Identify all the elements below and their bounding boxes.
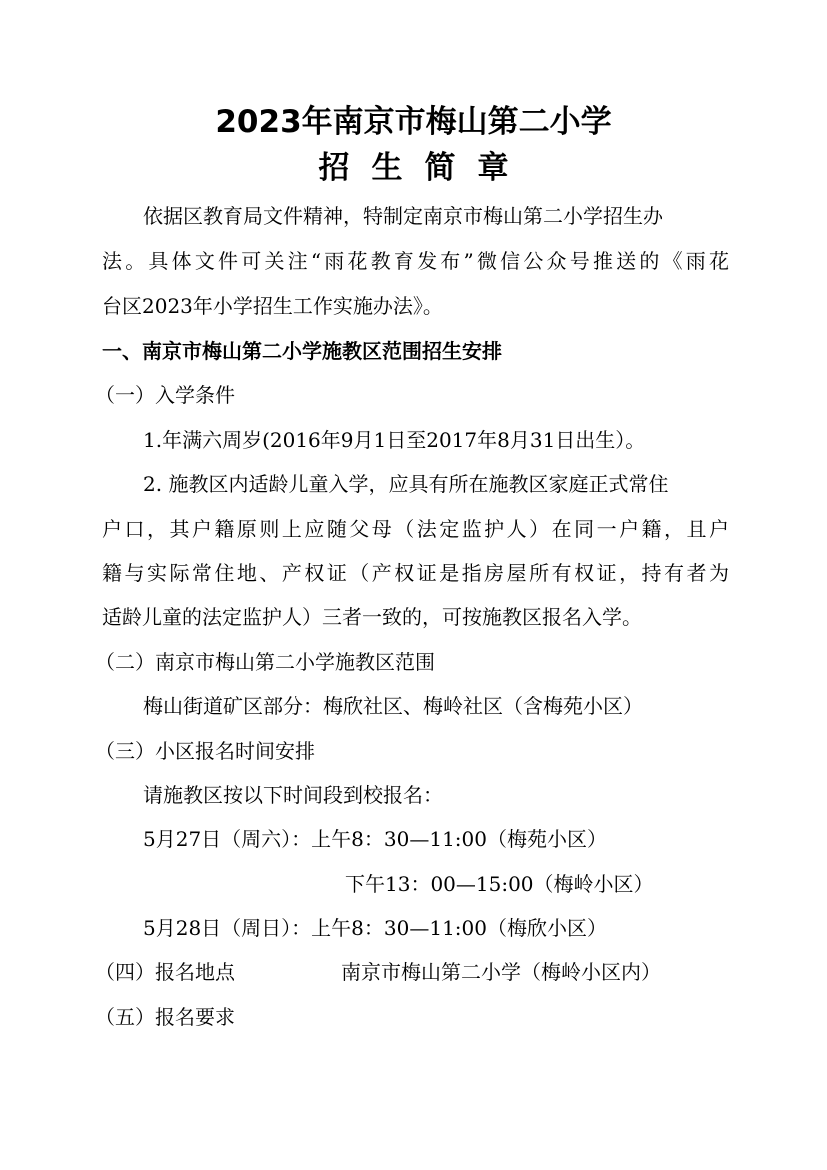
intro-line-3: 台区2023年小学招生工作实施办法》。 (102, 294, 443, 318)
registration-place: 南京市梅山第二小学（梅岭小区内） (341, 960, 661, 984)
section-1-heading: 一、南京市梅山第二小学施教区范围招生安排 (102, 339, 502, 363)
subsection-5-heading: （五）报名要求 (95, 1005, 235, 1029)
condition-item-2-line-4: 适龄儿童的法定监护人）三者一致的，可按施教区报名入学。 (102, 605, 642, 629)
subsection-2-heading: （二）南京市梅山第二小学施教区范围 (95, 650, 435, 674)
schedule-slot-3: 5月28日（周日）：上午8：30—11:00（梅欣小区） (143, 916, 607, 940)
intro-line-1: 依据区教育局文件精神，特制定南京市梅山第二小学招生办 (143, 204, 663, 228)
intro-line-2: 法。具体文件可关注“雨花教育发布”微信公众号推送的《雨花 (102, 249, 729, 273)
subsection-3-heading: （三）小区报名时间安排 (95, 739, 315, 763)
document-subtitle: 招生简章 (318, 150, 531, 186)
document-title: 2023年南京市梅山第二小学 (215, 104, 612, 140)
condition-item-2-line-3: 籍与实际常住地、产权证（产权证是指房屋所有权证，持有者为 (102, 561, 729, 585)
schedule-intro: 请施教区按以下时间段到校报名： (143, 783, 443, 807)
subsection-4-heading: （四）报名地点 (95, 960, 235, 984)
schedule-slot-1: 5月27日（周六）：上午8：30—11:00（梅苑小区） (143, 827, 607, 851)
condition-item-2-line-1: 2. 施教区内适龄儿童入学，应具有所在施教区家庭正式常住 (143, 472, 669, 496)
schedule-slot-2: 下午13：00—15:00（梅岭小区） (345, 872, 654, 896)
school-district-range: 梅山街道矿区部分：梅欣社区、梅岭社区（含梅苑小区） (143, 694, 643, 718)
condition-item-1: 1.年满六周岁(2016年9月1日至2017年8月31日出生）。 (143, 428, 646, 452)
subsection-1-heading: （一）入学条件 (95, 383, 235, 407)
condition-item-2-line-2: 户口，其户籍原则上应随父母（法定监护人）在同一户籍，且户 (102, 517, 729, 541)
